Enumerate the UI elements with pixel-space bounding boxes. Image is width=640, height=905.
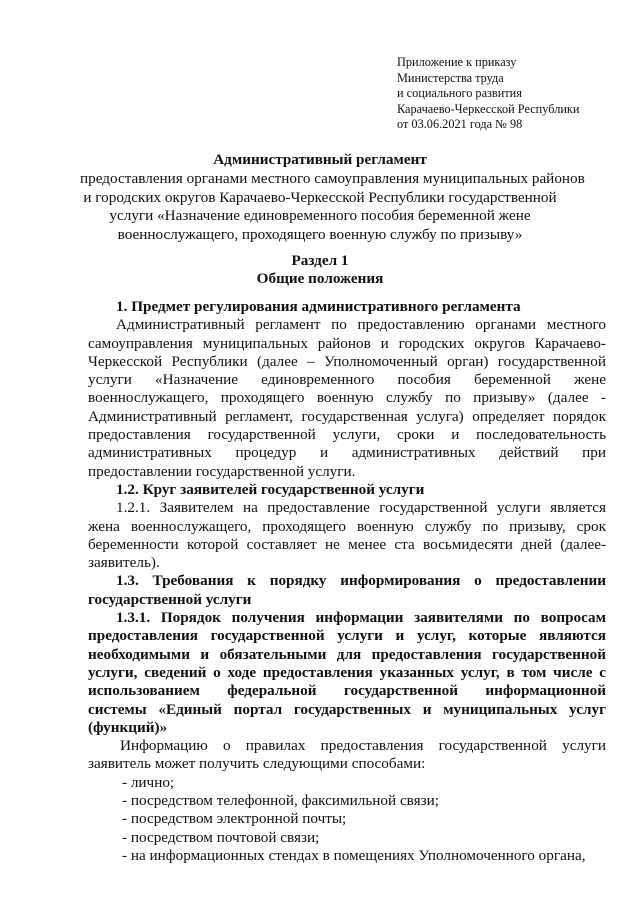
paragraph-line: заявитель может получить следующими способами: [88,755,426,773]
paragraph-line: Административный регламент, государственная услуга) определяет порядок [88,407,606,425]
paragraph-line: военнослужащего, проходящего военную службу по призыву» (далее - [88,389,606,407]
heading-4: 1.3.1. Порядок получения информации заявителями по вопросам [116,609,606,627]
title-line: предоставления органами местного самоуправления муниципальных районов [80,169,585,187]
paragraph-line: Информацию о правилах предоставления государственной услуги [120,737,606,755]
heading-3: 1.3. Требования к порядку информирования о предоставлении [116,572,606,590]
header-line: от 03.06.2021 года № 98 [397,117,523,132]
header-line: Приложение к приказу [397,55,517,69]
paragraph-line: 1.2.1. Заявителем на предоставление государственной услуги является [116,499,606,517]
title-heading: Административный регламент [213,151,427,168]
heading-4-cont: (функций)» [88,718,168,736]
paragraph-line: жена военнослужащего, проходящего военную службу по призыву, срок [88,517,606,535]
heading-4-cont: системы «Единый портал государственных и муниципальных услуг [88,700,606,718]
paragraph-line: услуги «Назначение единовременного пособия беременной жене [88,371,606,389]
paragraph-line: Административный регламент по предоставлению органами местного [116,316,606,334]
heading-4-cont: услуги, сведений о ходе предоставления указанных услуг, в том числе с [88,663,606,681]
heading-2: 1.2. Круг заявителей государственной услуги [116,480,425,498]
paragraph-line: Черкесской Республики (далее – Уполномоченный орган) государственной [88,352,606,370]
list-item: - посредством почтовой связи; [122,828,320,846]
list-item: - посредством телефонной, факсимильной связи; [122,792,439,810]
heading-4-cont: использованием федеральной государственной информационной [88,682,606,700]
heading-4-cont: предоставления государственной услуги и услуг, которые являются [88,627,606,645]
paragraph-line: предоставлении государственной услуги. [88,462,356,480]
heading-4-cont: необходимыми и обязательными для предоставления государственной [88,645,606,663]
list-item: - на информационных стендах в помещениях Уполномоченного органа, [122,846,586,864]
approval-header [397,55,617,133]
header-line: Карачаево-Черкесской Республики [397,101,580,116]
header-line: и социального развития [397,86,522,101]
title-line: услуги «Назначение единовременного пособия беременной жене [109,207,531,225]
title-line: военнослужащего, проходящего военную службу по призыву» [117,226,523,244]
paragraph-line: самоуправления муниципальных районов и городских округов Карачаево- [88,334,606,352]
paragraph-line: предоставления государственной услуги, сроки и последовательность [88,426,606,444]
heading-1: 1. Предмет регулирования административного регламента [116,298,521,315]
title-line: и городских округов Карачаево-Черкесской Республики государственной [83,188,557,206]
section-heading [80,252,560,289]
document-title [80,151,585,245]
list-item: - посредством электронной почты; [122,810,347,828]
document-body [88,294,606,865]
paragraph-line: заявитель). [88,554,160,572]
paragraph-line: беременности которой составляет не менее ста восьмидесяти дней (далее- [88,535,606,553]
list-item: - лично; [122,773,175,791]
header-line: Министерства труда [397,70,504,85]
section-name: Общие положения [256,270,384,288]
section-number: Раздел 1 [291,252,349,269]
heading-3-cont: государственной услуги [88,590,252,608]
paragraph-line: административных процедур и административных действий при [88,444,606,462]
